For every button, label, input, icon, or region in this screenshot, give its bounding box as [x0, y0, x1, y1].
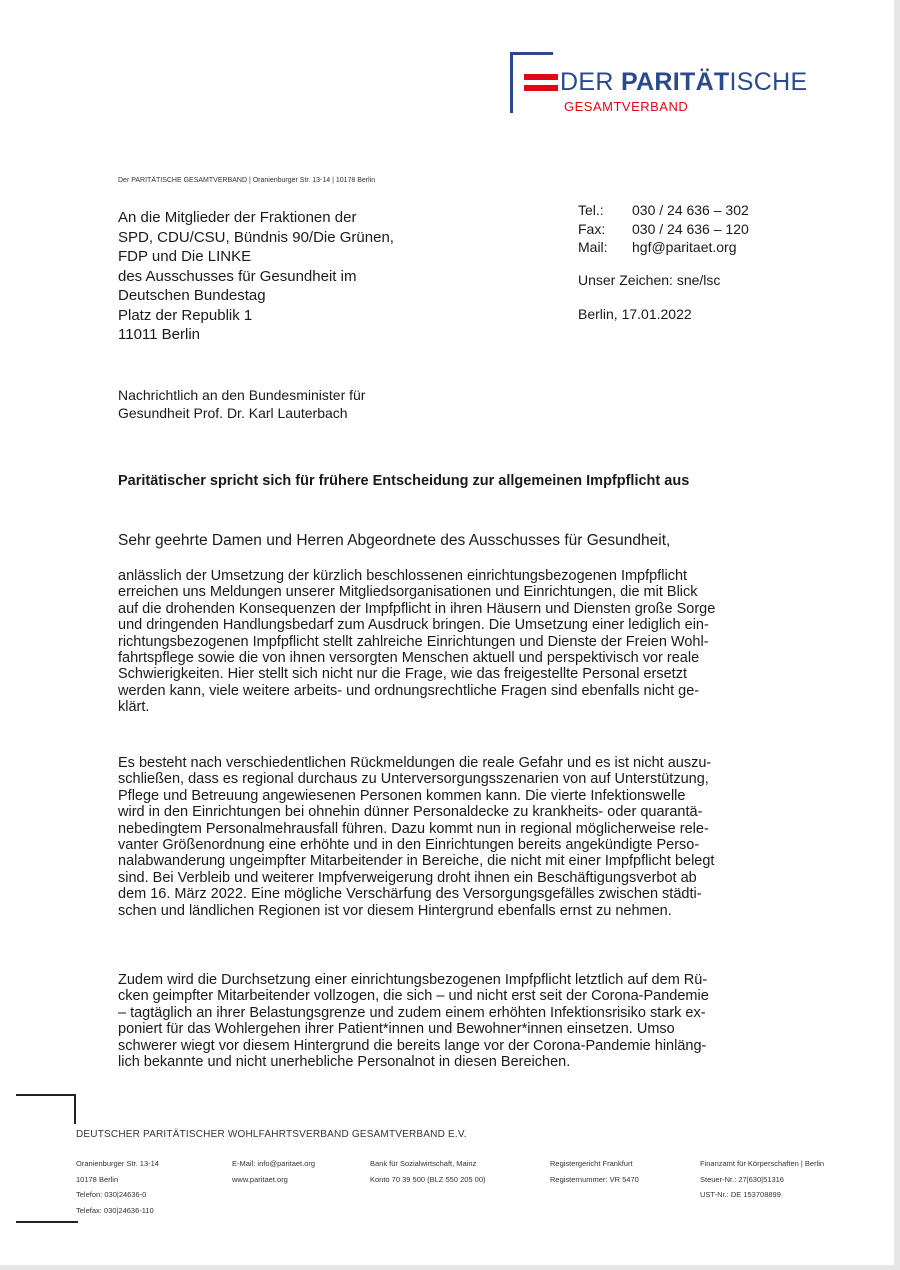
footer-line: Finanzamt für Körperschaften | Berlin — [700, 1159, 825, 1168]
mail-value: hgf@paritaet.org — [632, 239, 737, 255]
footer-line: Bank für Sozialwirtschaft, Mainz — [370, 1159, 477, 1168]
text-line: Pflege und Betreuung angewiesenen Personen kommen kann. Die vierte Infektionswelle — [118, 787, 686, 804]
footer-address — [76, 1156, 159, 1218]
recipient-line: 11011 Berlin — [118, 326, 201, 343]
footer-line: 10178 Berlin — [76, 1174, 119, 1184]
footer-web — [232, 1156, 315, 1187]
paritaetische-logo — [510, 52, 810, 116]
footer-line: Registergericht Frankfurt — [550, 1159, 633, 1168]
recipient-line: FDP und Die LINKE — [118, 248, 252, 265]
text-line: wird in den Einrichtungen bei ohnehin dünner Personaldecke zu krankheits- oder quarantä- — [118, 804, 703, 821]
fold-mark-top — [16, 1094, 76, 1096]
recipient-line: des Ausschusses für Gesundheit im — [118, 267, 357, 285]
recipient-line: An die Mitglieder der Fraktionen der — [118, 209, 357, 226]
text-line: cken geimpfter Mitarbeitender vollzogen, die sich – und nicht erst seit der Corona-Pandemie — [118, 988, 709, 1005]
text-line: nalabwanderung ungeimpfter Mitarbeitender in Bereiche, die nicht mit einer Impfpflicht belegt — [118, 853, 715, 870]
text-line: lich bekannte und nicht unerhebliche Personalnot in diesen Bereichen. — [118, 1054, 571, 1071]
logo-wordmark: DER PARITÄTISCHE — [560, 68, 808, 96]
footer-line: UST-Nr.: DE 153708899 — [700, 1190, 781, 1199]
footer-line: Oranienburger Str. 13-14 — [76, 1159, 159, 1168]
text-line: fahrtspflege sowie die von ihnen versorgten Menschen aktuell und perspektivisch vor reale — [118, 650, 700, 667]
sender-line: Der PARITÄTISCHE GESAMTVERBAND | Oranienburger Str. 13-14 | 10178 Berlin — [118, 177, 376, 184]
footer-line: Registernummer: VR 5470 — [550, 1174, 639, 1184]
salutation: Sehr geehrte Damen und Herren Abgeordnete des Ausschusses für Gesundheit, — [118, 532, 671, 549]
reference: Unser Zeichen: sne/lsc — [578, 272, 721, 288]
footer-line: www.paritaet.org — [232, 1174, 288, 1184]
footer-line: Konto 70 39 500 (BLZ 550 205 00) — [370, 1174, 486, 1184]
footer-tax — [700, 1156, 824, 1203]
logo-subline: GESAMTVERBAND — [564, 99, 689, 114]
text-line: schließen, dass es regional durchaus zu Unterversorgungsszenarien von auf Unterstützung, — [118, 771, 709, 788]
text-line: schwerer wiegt vor diesem Hintergrund die bereits lange vor der Corona-Pandemie hinläng- — [118, 1037, 707, 1054]
logo-equals-mark — [524, 74, 558, 96]
recipient-line: SPD, CDU/CSU, Bündnis 90/Die Grünen, — [118, 228, 394, 246]
text-line: schen und ländlichen Regionen ist vor diesem Hintergrund ebenfalls ernst zu nehmen. — [118, 902, 672, 919]
footer-line: Telefon: 030|24636-0 — [76, 1190, 147, 1199]
cc-line: Nachrichtlich an den Bundesminister für — [118, 387, 366, 403]
text-line: dem 16. März 2022. Eine mögliche Verschärfung des Versorgungsgefälles zwischen städti- — [118, 886, 702, 903]
footer-line: E-Mail: info@paritaet.org — [232, 1159, 316, 1168]
text-line: anlässlich der Umsetzung der kürzlich beschlossenen einrichtungsbezogenen Impfpflicht — [118, 568, 688, 584]
text-line: erreichen uns Meldungen unserer Mitgliedsorganisationen und Einrichtungen, die mit Blick — [118, 584, 698, 601]
footer-line: Telefax: 030|24636-110 — [76, 1205, 154, 1215]
text-line: poniert für das Wohlergehen ihrer Patient*innen und Bewohner*innen einsetzen. Umso — [118, 1021, 675, 1038]
tel-value: 030 / 24 636 – 302 — [632, 202, 749, 218]
body-paragraph-1 — [118, 568, 778, 716]
footer-bank — [370, 1156, 486, 1187]
text-line: Es besteht nach verschiedentlichen Rückmeldungen die reale Gefahr und es ist nicht auszu- — [118, 755, 712, 771]
letter-subject: Paritätischer spricht sich für frühere Entscheidung zur allgemeinen Impfpflicht aus — [118, 473, 690, 489]
cc-line: Gesundheit Prof. Dr. Karl Lauterbach — [118, 404, 348, 421]
text-line: werden kann, viele weitere arbeits- und ordnungsrechtliche Fragen sind ebenfalls nicht ge- — [118, 682, 700, 699]
contact-block — [578, 201, 749, 257]
letter-date: Berlin, 17.01.2022 — [578, 306, 692, 322]
footer-register — [550, 1156, 639, 1187]
text-line: richtungsbezogenen Impfpflicht stellt zahlreiche Einrichtungen und Dienste der Freien Wohl- — [118, 633, 709, 650]
text-line: nebedingtem Personalmehrausfall führen. Dazu kommt nun in regional möglicherweise rele- — [118, 820, 709, 837]
text-line: vanter Größenordnung eine erhöhte und in den Einrichtungen bereits angekündigte Perso- — [118, 837, 700, 854]
fax-value: 030 / 24 636 – 120 — [632, 220, 749, 237]
tel-label: Tel.: — [578, 202, 604, 218]
body-paragraph-3 — [118, 972, 778, 1070]
body-paragraph-2 — [118, 755, 778, 919]
mail-label: Mail: — [578, 239, 608, 255]
text-line: klärt. — [118, 699, 150, 716]
text-line: auf die drohenden Konsequenzen der Impfpflicht in ihren Häusern und Diensten große Sorge — [118, 600, 716, 617]
recipient-line: Deutschen Bundestag — [118, 287, 266, 304]
fold-mark-bottom — [16, 1221, 78, 1223]
footer-organization: DEUTSCHER PARITÄTISCHER WOHLFAHRTSVERBAND GESAMTVERBAND E.V. — [76, 1129, 467, 1140]
recipient-address — [118, 208, 394, 345]
text-line: und dringenden Handlungsbedarf zum Ausdruck bringen. Die Umsetzung einer lediglich ein- — [118, 617, 709, 634]
page-edge-bottom — [0, 1265, 900, 1270]
recipient-line: Platz der Republik 1 — [118, 306, 253, 324]
cc-block — [118, 387, 365, 422]
footer-line: Steuer-Nr.: 27|630|51316 — [700, 1174, 784, 1184]
fax-label: Fax: — [578, 220, 606, 237]
text-line: Zudem wird die Durchsetzung einer einrichtungsbezogenen Impfpflicht letztlich auf dem Rü- — [118, 972, 708, 988]
text-line: Schwierigkeiten. Hier stellt sich nicht nur die Frage, wie das freigestellte Personal ersetzt — [118, 666, 687, 683]
fold-mark-corner — [74, 1094, 76, 1124]
text-line: – tagtäglich an ihrer Belastungsgrenze und zudem einem erhöhten Infektionsrisiko stark ex- — [118, 1004, 706, 1021]
page-edge-right — [894, 0, 900, 1270]
text-line: sind. Bei Verbleib und weiterer Impfverweigerung droht ihnen ein Beschäftigungsverbot ab — [118, 869, 697, 886]
